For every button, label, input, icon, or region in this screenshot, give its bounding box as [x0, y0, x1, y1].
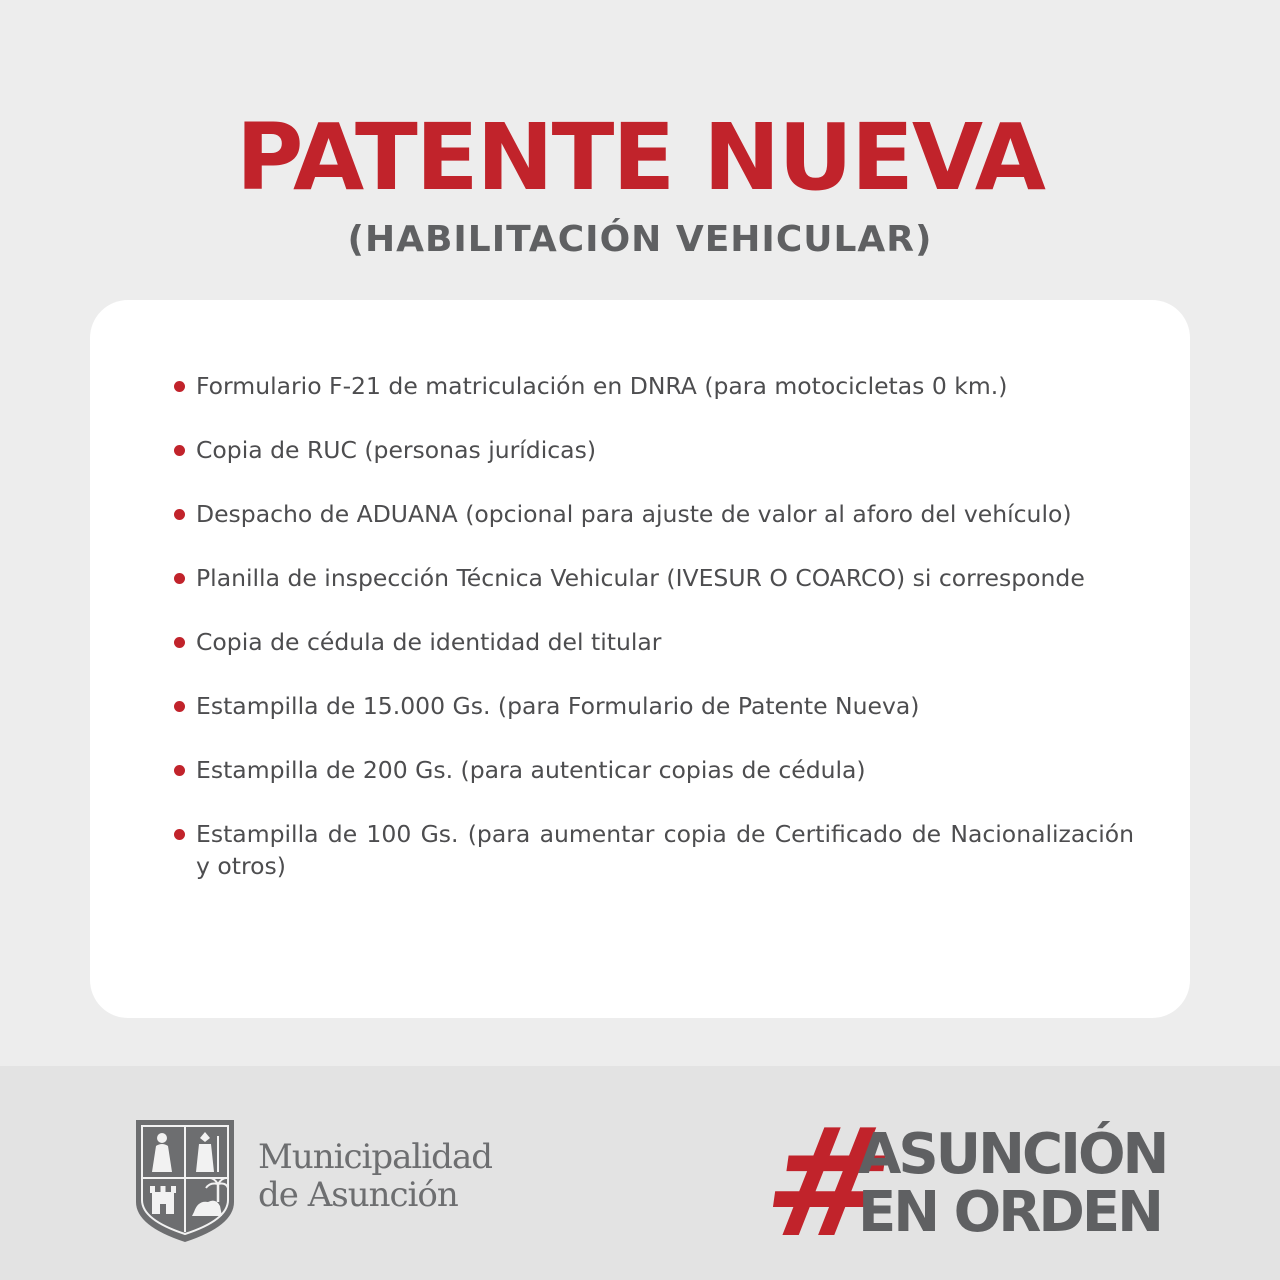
- list-item: [174, 434, 1134, 466]
- list-item-text: Despacho de ADUANA (opcional para ajuste de valor al aforo del vehículo): [196, 500, 1072, 528]
- slogan-line2: EN ORDEN: [858, 1180, 1161, 1245]
- bullet-dot-icon: [174, 701, 185, 712]
- list-item: [174, 754, 1134, 786]
- list-item: [174, 562, 1134, 594]
- campaign-slogan: [858, 1122, 1167, 1245]
- list-item: [174, 818, 1134, 882]
- bullet-dot-icon: [174, 765, 185, 776]
- bullet-dot-icon: [174, 445, 185, 456]
- bullet-dot-icon: [174, 637, 185, 648]
- list-item-text: Formulario F-21 de matriculación en DNRA (para motocicletas 0 km.): [196, 372, 1008, 400]
- municipality-name: [258, 1138, 492, 1214]
- list-item-text: Estampilla de 15.000 Gs. (para Formulario de Patente Nueva): [196, 692, 920, 720]
- requirements-list: [174, 370, 1134, 914]
- list-item: [174, 370, 1134, 402]
- list-item-text: Estampilla de 100 Gs. (para aumentar copia de Certificado de Nacionalización y otros): [196, 820, 1134, 880]
- list-item: [174, 690, 1134, 722]
- footer-bar: [0, 1066, 1280, 1280]
- page-subtitle: (HABILITACIÓN VEHICULAR): [347, 219, 933, 260]
- municipality-name-line2: de Asunción: [258, 1175, 458, 1215]
- list-item-text: Planilla de inspección Técnica Vehicular (IVESUR O COARCO) si corresponde: [196, 564, 1085, 592]
- requirements-card: [90, 300, 1190, 1018]
- bullet-dot-icon: [174, 509, 185, 520]
- list-item-text: Copia de cédula de identidad del titular: [196, 628, 662, 656]
- municipality-name-line1: Municipalidad: [258, 1137, 492, 1177]
- bullet-dot-icon: [174, 573, 185, 584]
- bullet-dot-icon: [174, 381, 185, 392]
- coat-of-arms-icon: [132, 1116, 238, 1244]
- list-item: [174, 626, 1134, 658]
- list-item-text: Estampilla de 200 Gs. (para autenticar copias de cédula): [196, 756, 866, 784]
- slogan-line1: ASUNCIÓN: [858, 1122, 1167, 1187]
- hashtag-symbol: #: [753, 1097, 904, 1271]
- list-item-text: Copia de RUC (personas jurídicas): [196, 436, 596, 464]
- list-item: [174, 498, 1134, 530]
- page-title: PATENTE NUEVA: [236, 104, 1044, 211]
- bullet-dot-icon: [174, 829, 185, 840]
